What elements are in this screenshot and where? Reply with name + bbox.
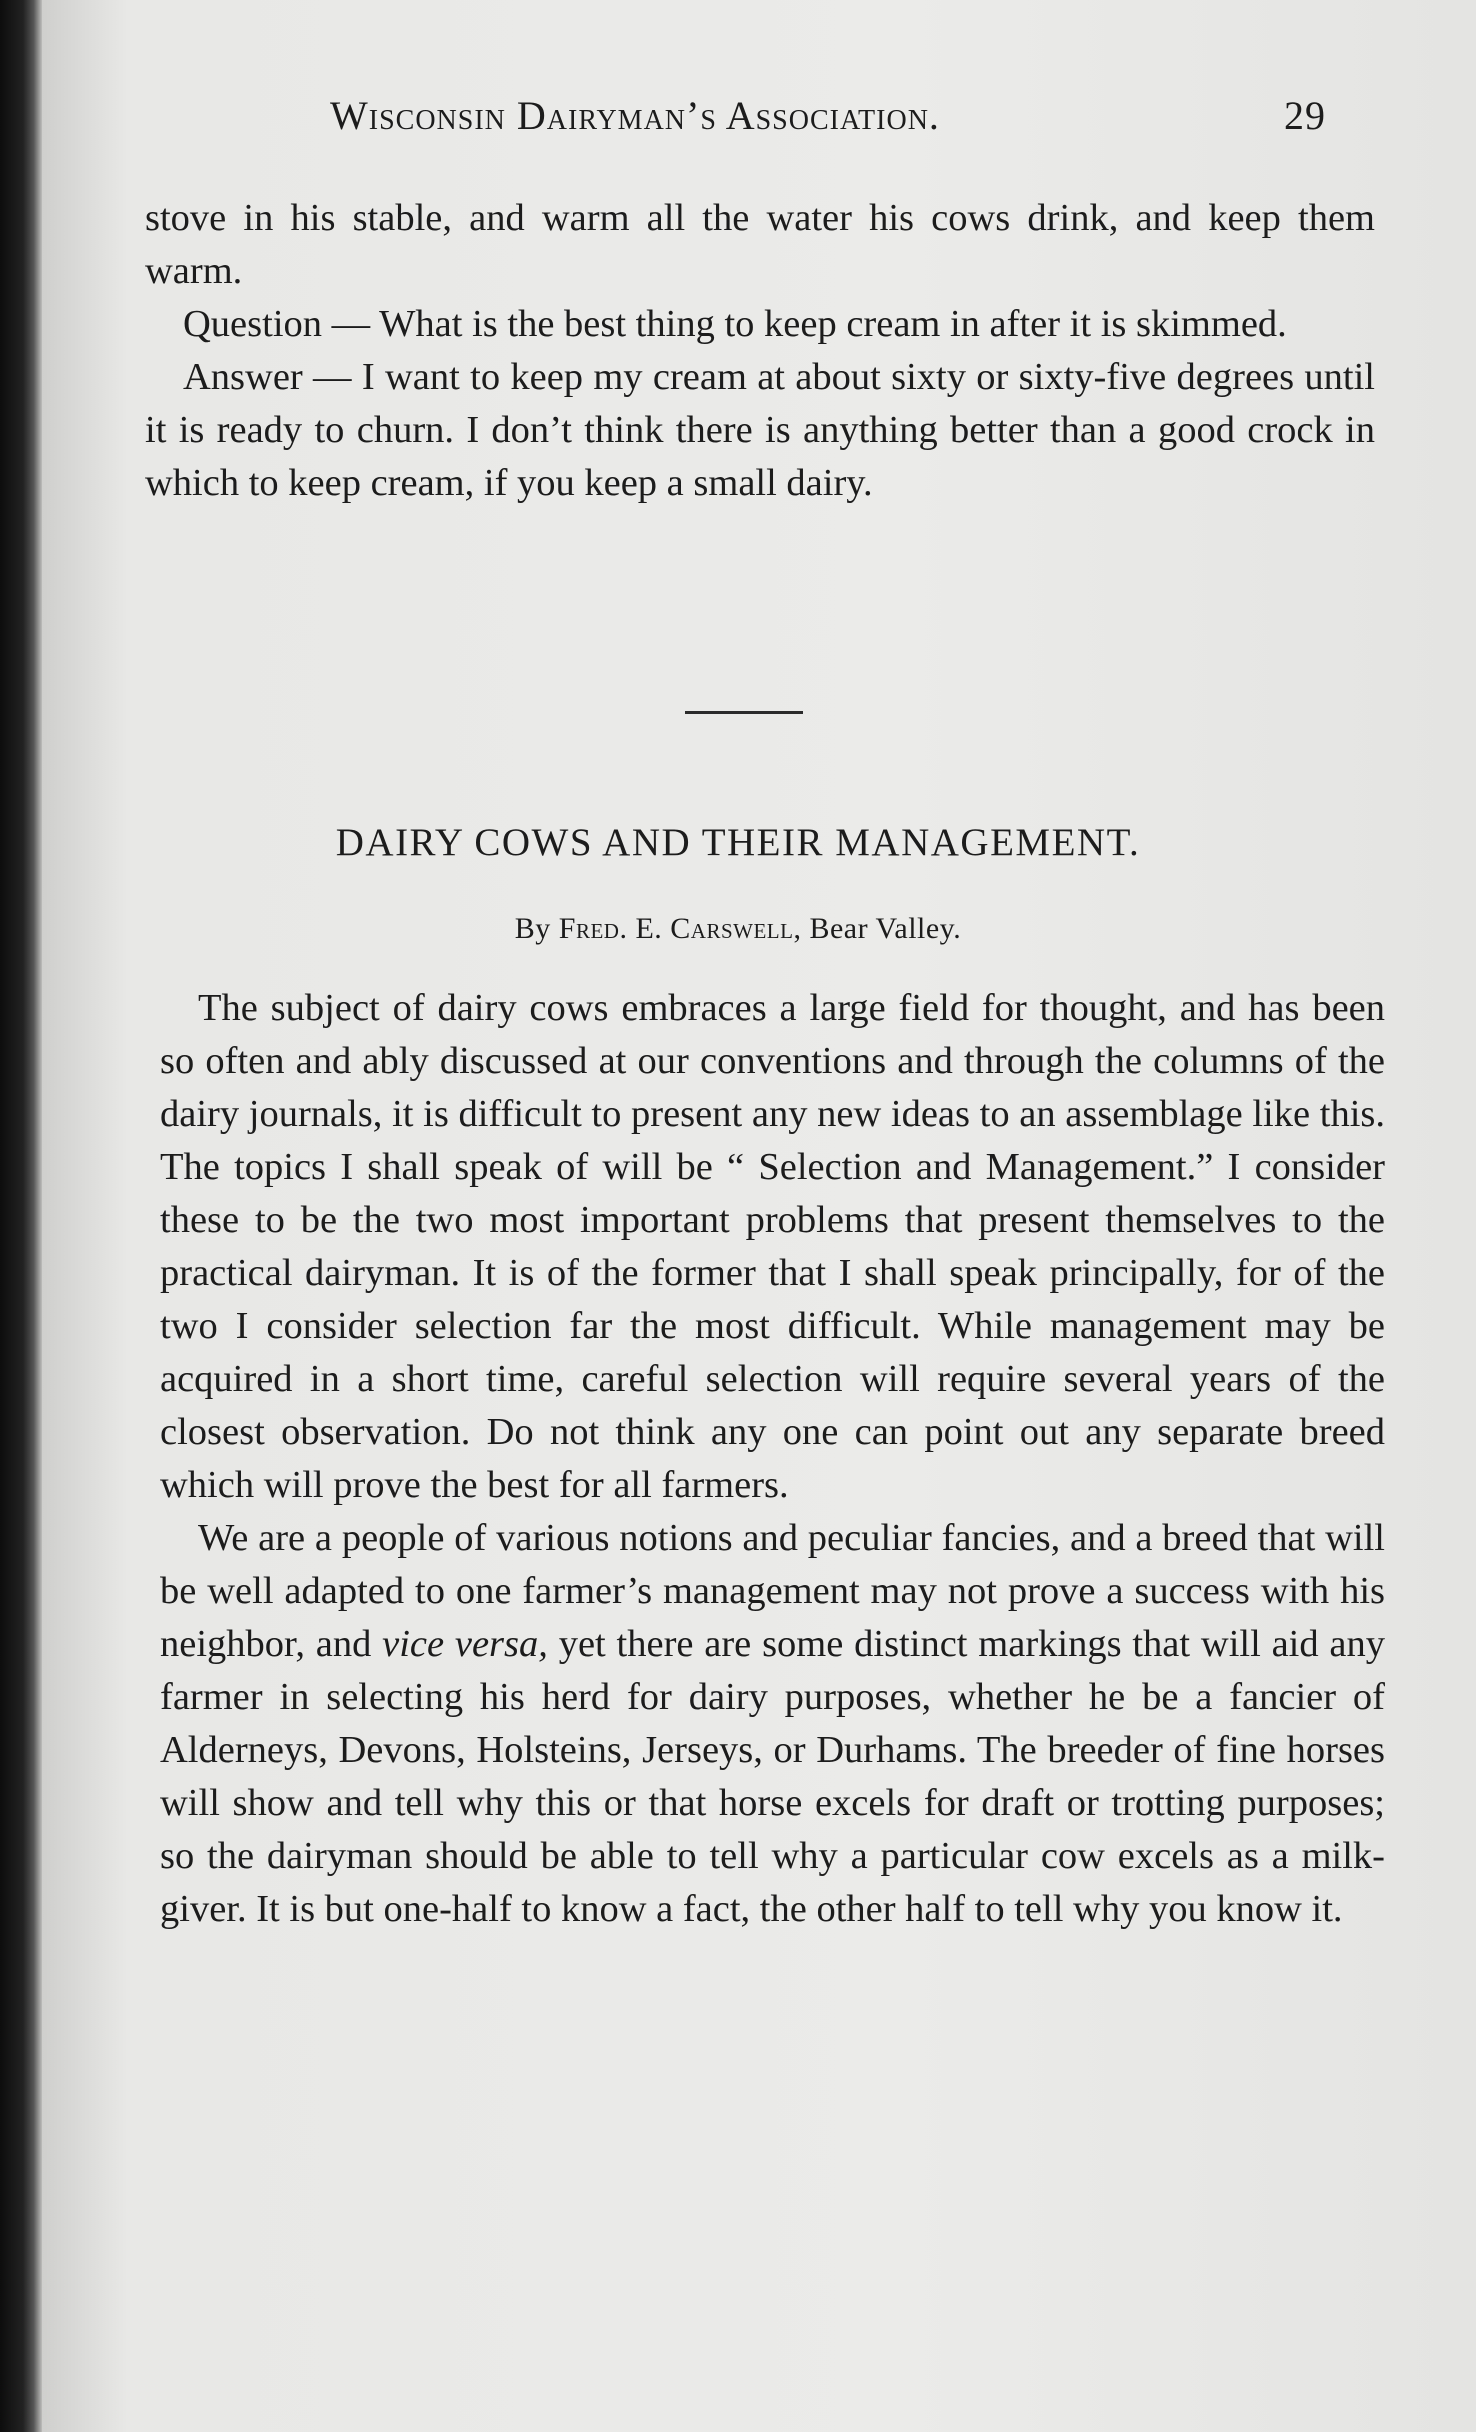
page-number: 29	[1284, 93, 1326, 138]
question-paragraph: Question — What is the best thing to keep cream in after it is skimmed.	[183, 303, 1287, 345]
article-paragraph-2	[160, 1512, 1385, 1936]
paragraph-2-part-b: yet there are some distinct markings that will aid any farmer in selecting his herd for dairy purposes, whether he be a fancier of Alderneys, Devons, Holsteins, Jerseys, or Durhams. The breeder of fine horses will show and tell why this or that horse excels for draft or trotting purposes; so the dairyman should be able to tell why a particular cow excels as a milk-giver. It is but one-half to know a fact, the other half to tell why you know it.	[160, 1623, 1385, 1930]
section-divider	[685, 711, 803, 714]
paragraph-2-part-a: We are a people of various notions and peculiar fancies, and a breed that will be well adapted to one farmer’s management may not prove a success with his neighbor, and	[160, 1517, 1385, 1665]
running-head-title: Wisconsin Dairyman’s Association.	[330, 93, 940, 138]
qa-section	[145, 192, 1375, 510]
byline-prefix: By	[514, 912, 551, 945]
book-spine-shadow	[0, 0, 42, 2432]
author-name: Fred. E. Carswell,	[558, 912, 802, 945]
continued-paragraph: stove in his stable, and warm all the water his cows drink, and keep them warm.	[145, 197, 1375, 292]
article-paragraph-1: The subject of dairy cows embraces a large field for thought, and has been so often and ably discussed at our conventions and through the columns of the dairy journals, it is difficult to present any new ideas to an assemblage like this. The topics I shall speak of will be “ Selection and Management.” I consider these to be the two most important problems that present themselves to the practical dairyman. It is of the former that I shall speak principally, for of the two I consider selection far the most difficult. While management may be acquired in a short time, careful selection will require several years of the closest observation. Do not think any one can point out any separate breed which will prove the best for all farmers.	[160, 987, 1385, 1506]
byline	[0, 912, 1476, 946]
answer-paragraph: Answer — I want to keep my cream at about sixty or sixty-five degrees until it is ready to churn. I don’t think there is anything better than a good crock in which to keep cream, if you keep a small dairy.	[145, 356, 1375, 504]
article-body	[160, 982, 1385, 1936]
running-head	[330, 92, 1326, 142]
paragraph-2-italic: vice versa,	[382, 1623, 548, 1665]
author-location: Bear Valley.	[809, 912, 962, 945]
article-title: DAIRY COWS AND THEIR MANAGEMENT.	[335, 821, 1141, 864]
